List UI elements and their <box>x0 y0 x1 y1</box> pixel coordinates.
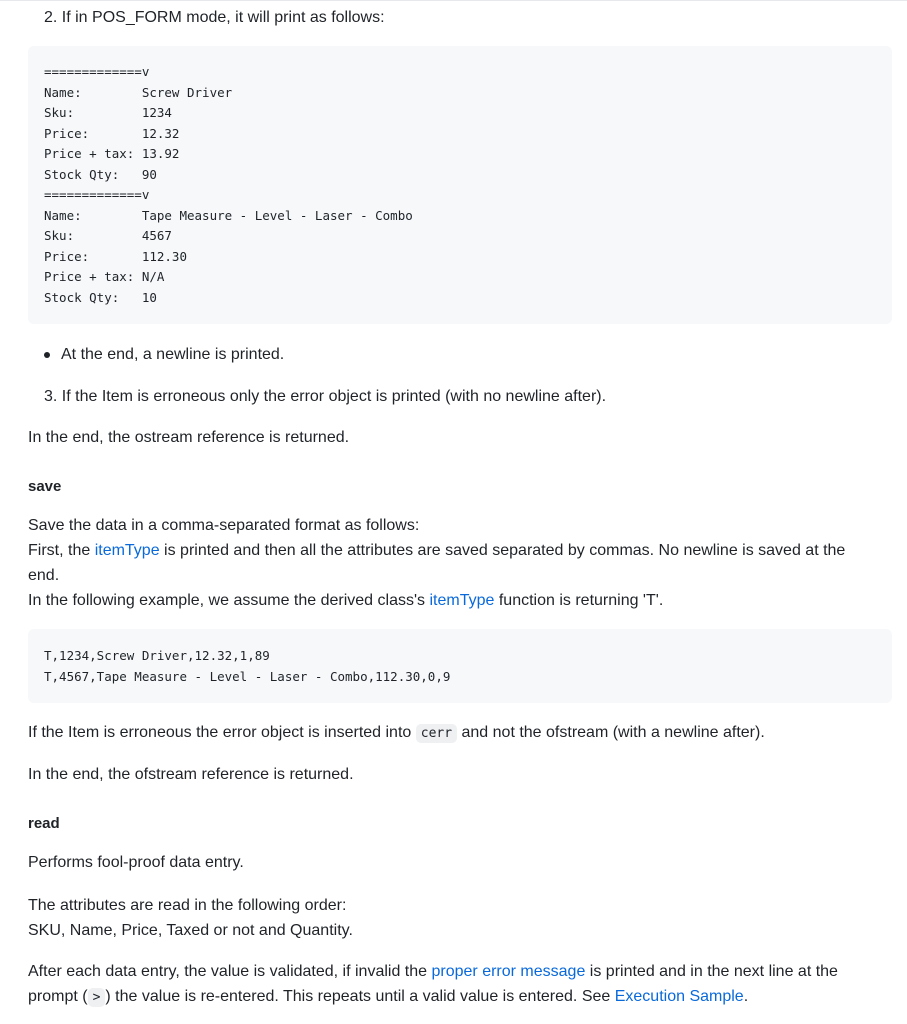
save-line-1: Save the data in a comma-separated format as follows: <box>28 517 420 534</box>
code-line: Name: Screw Driver <box>44 85 233 100</box>
proper-error-message-link[interactable]: proper error message <box>431 963 586 980</box>
itemtype-link[interactable]: itemType <box>94 542 160 559</box>
code-line: T,1234,Screw Driver,12.32,1,89 <box>44 648 270 663</box>
save-line-3: end. <box>28 567 60 584</box>
ostream-return-paragraph: In the end, the ostream reference is returned. <box>28 429 350 446</box>
read-validation-text-d: ) the value is re-entered. This repeats until a valid value is entered. See <box>105 988 615 1005</box>
execution-sample-link[interactable]: Execution Sample <box>614 988 744 1005</box>
bullet-dot <box>44 352 50 358</box>
bullet-item-newline: At the end, a newline is printed. <box>61 346 285 363</box>
read-order-line-2: SKU, Name, Price, Taxed or not and Quantity. <box>28 922 353 939</box>
code-line: T,4567,Tape Measure - Level - Laser - Combo,112.30,0,9 <box>44 669 451 684</box>
code-line: Stock Qty: 10 <box>44 290 157 305</box>
save-description <box>28 513 888 613</box>
list-item-3: 3. If the Item is erroneous only the error object is printed (with no newline after). <box>44 388 607 405</box>
read-heading: read <box>28 815 60 832</box>
read-validation-text-b: is printed and in the next line at the <box>585 963 838 980</box>
read-validation-text-a: After each data entry, the value is validated, if invalid the <box>28 963 432 980</box>
cerr-inline-code: cerr <box>416 724 457 743</box>
code-line: Stock Qty: 90 <box>44 167 157 182</box>
save-line-2-text-a: First, the <box>28 542 95 559</box>
prompt-inline-code: > <box>88 988 106 1007</box>
code-line: =============v <box>44 64 150 79</box>
read-description: Performs fool-proof data entry. <box>28 854 244 871</box>
code-line: =============v <box>44 187 150 202</box>
save-line-4 <box>28 588 888 613</box>
save-line-4-text-b: function is returning 'T'. <box>494 592 664 609</box>
read-validation-line-2 <box>28 984 888 1010</box>
top-divider <box>0 0 907 1</box>
code-line: Name: Tape Measure - Level - Laser - Combo <box>44 208 413 223</box>
read-validation-text-c: prompt ( <box>28 988 88 1005</box>
save-error-text-a: If the Item is erroneous the error object is inserted into <box>28 724 416 741</box>
save-error-paragraph <box>28 721 765 746</box>
read-order-paragraph <box>28 893 888 943</box>
save-error-text-b: and not the ofstream (with a newline after). <box>457 724 765 741</box>
save-line-2-text-b: is printed and then all the attributes are saved separated by commas. No newline is saved at the <box>159 542 846 559</box>
read-validation-paragraph <box>28 959 888 1010</box>
code-line: Sku: 4567 <box>44 228 172 243</box>
code-line: Price + tax: 13.92 <box>44 146 180 161</box>
ofstream-return-paragraph: In the end, the ofstream reference is returned. <box>28 766 354 783</box>
save-code-block <box>28 629 892 703</box>
code-line: Sku: 1234 <box>44 105 172 120</box>
list-item-2: 2. If in POS_FORM mode, it will print as follows: <box>44 9 385 26</box>
save-line-4-text-a: In the following example, we assume the derived class's <box>28 592 430 609</box>
save-line-2 <box>28 538 888 563</box>
save-heading: save <box>28 478 62 495</box>
code-line: Price + tax: N/A <box>44 269 165 284</box>
read-validation-text-e: . <box>743 988 749 1005</box>
read-validation-line-1 <box>28 959 888 984</box>
code-line: Price: 12.32 <box>44 126 180 141</box>
itemtype-link[interactable]: itemType <box>429 592 495 609</box>
pos-form-code-block <box>28 46 892 324</box>
read-order-line-1: The attributes are read in the following order: <box>28 897 347 914</box>
code-line: Price: 112.30 <box>44 249 187 264</box>
